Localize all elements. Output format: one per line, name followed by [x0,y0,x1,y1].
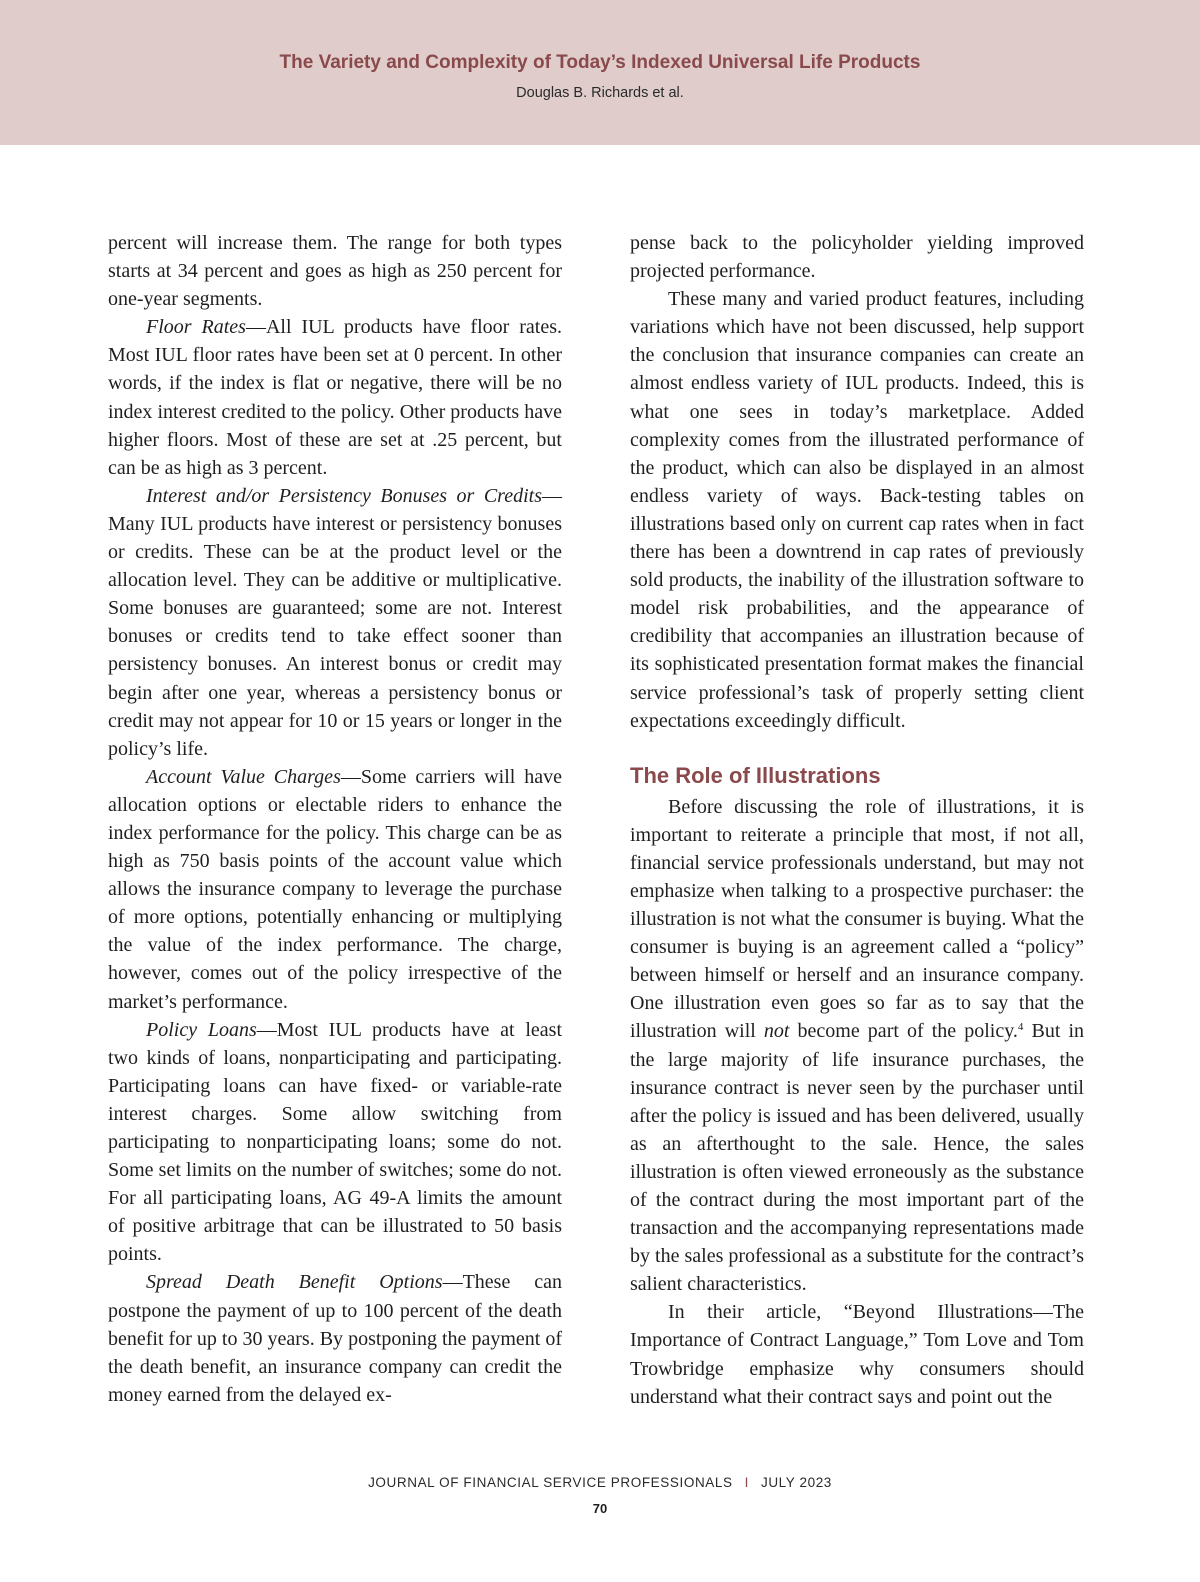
right-column [630,229,1084,1411]
paragraph-text: —Some carriers will have allocation options or electable riders to enhance the index performance for the policy. This charge can be as high as 750 basis points of the account value which allows the insurance company to leverage the purchase of more options, potentially enhancing or multiplying the value of the index performance. The charge, however, comes out of the policy irrespective of the market’s performance. [108,765,562,1013]
running-authors: Douglas B. Richards et al. [516,85,684,101]
left-column [108,229,562,1409]
journal-issue: JULY 2023 [760,1475,832,1490]
footnote-marker[interactable]: 4 [1017,1021,1024,1034]
section-heading: The Role of Illustrations [630,762,881,788]
term-floor-rates: Floor Rates [146,316,246,339]
paragraph-text: Before discussing the role of illustrations, it is important to reiterate a principle that most, if not all, financial service professionals understand, but may not emphasize when talking to a prospective purchaser: the illustration is not what the consumer is buying. What the consumer is buying is an agreement called a “policy” between himself or herself and an insurance company. One illustration even goes so far as to say that the illustration will [630,795,1084,1043]
paragraph-text: —All IUL products have floor rates. Most IUL floor rates have been set at 0 percent. In other words, if the index is flat or negative, there will be no index interest credited to the policy. Other products have higher floors. Most of these are set at .25 percent, but can be as high as 3 percent. [108,316,562,479]
paragraph-account-value-charges [108,763,562,1016]
paragraph-text: —Most IUL products have at least two kinds of loans, nonparticipating and participating. Participating loans can have fixed- or variable-rate interest charges. Some allow switching from participating to nonparticipating loans; some do not. Some set limits on the number of switches; some do not. For all participating loans, AG 49-A limits the amount of positive arbitrage that can be illustrated to 50 basis points. [108,1018,562,1266]
term-account-value-charges: Account Value Charges [146,765,341,788]
running-title: The Variety and Complexity of Today’s Indexed Universal Life Products [279,52,921,73]
header-band [0,0,1200,145]
paragraph: percent will increase them. The range for both types starts at 34 percent and goes as high as 250 percent for one-year segments. [108,232,562,311]
paragraph: These many and varied product features, including variations which have not been discussed, help support the conclusion that insurance companies can create an almost endless variety of IUL products. Indeed, this is what one sees in today’s marketplace. Added complexity comes from the illustrated performance of the product, which can also be displayed in an almost endless variety of ways. Back-testing tables on illustrations based only on current cap rates when in fact there has been a downtrend in cap rates of previously sold products, the inability of the illustration software to model risk probabilities, and the appearance of credibility that accompanies an illustration because of its sophisticated presentation format makes the financial service professional’s task of properly setting client expectations exceedingly difficult. [630,288,1084,732]
paragraph-text: But in the large majority of life insurance purchases, the insurance contract is never seen by the purchaser until after the policy is issued and has been delivered, usually as an afterthought to the sale. Hence, the sales illustration is often viewed erroneously as the substance of the contract during the most important part of the transaction and the accompanying representations made by the sales professional as a substitute for the contract’s salient characteristics. [630,1020,1084,1296]
paragraph-text: —These can postpone the payment of up to 100 percent of the death benefit for up to 30 years. By postponing the payment of the death benefit, an insurance company can credit the money earned from the delayed ex- [108,1271,562,1406]
emphasis-not: not [763,1020,790,1043]
footer-separator: I [744,1475,749,1490]
footer-journal [0,1475,1200,1490]
paragraph: pense back to the policyholder yielding improved projected performance. [630,232,1084,283]
paragraph-spread-death-benefit [108,1268,562,1408]
page-number: 70 [592,1501,608,1516]
term-bonuses: Interest and/or Persistency Bonuses or Credits [146,484,542,507]
paragraph-policy-loans [108,1016,562,1269]
paragraph-role-of-illustrations [630,793,1084,1299]
paragraph-floor-rates [108,313,562,482]
term-policy-loans: Policy Loans [146,1018,257,1041]
paragraph-bonuses [108,482,562,763]
paragraph-text: become part of the policy. [789,1020,1018,1043]
journal-name: JOURNAL OF FINANCIAL SERVICE PROFESSIONALS [368,1475,733,1490]
paragraph: In their article, “Beyond Illustrations—The Importance of Contract Language,” Tom Love and Tom Trowbridge emphasize why consumers should understand what their contract says and point out the [630,1301,1084,1408]
paragraph-text: —Many IUL products have interest or persistency bonuses or credits. These can be at the product level or the allocation level. They can be additive or multiplicative. Some bonuses are guaranteed; some are not. Interest bonuses or credits tend to take effect sooner than persistency bonuses. An interest bonus or credit may begin after one year, whereas a persistency bonus or credit may not appear for 10 or 15 years or longer in the policy’s life. [108,484,562,760]
term-spread-death-benefit: Spread Death Benefit Options [146,1271,443,1294]
